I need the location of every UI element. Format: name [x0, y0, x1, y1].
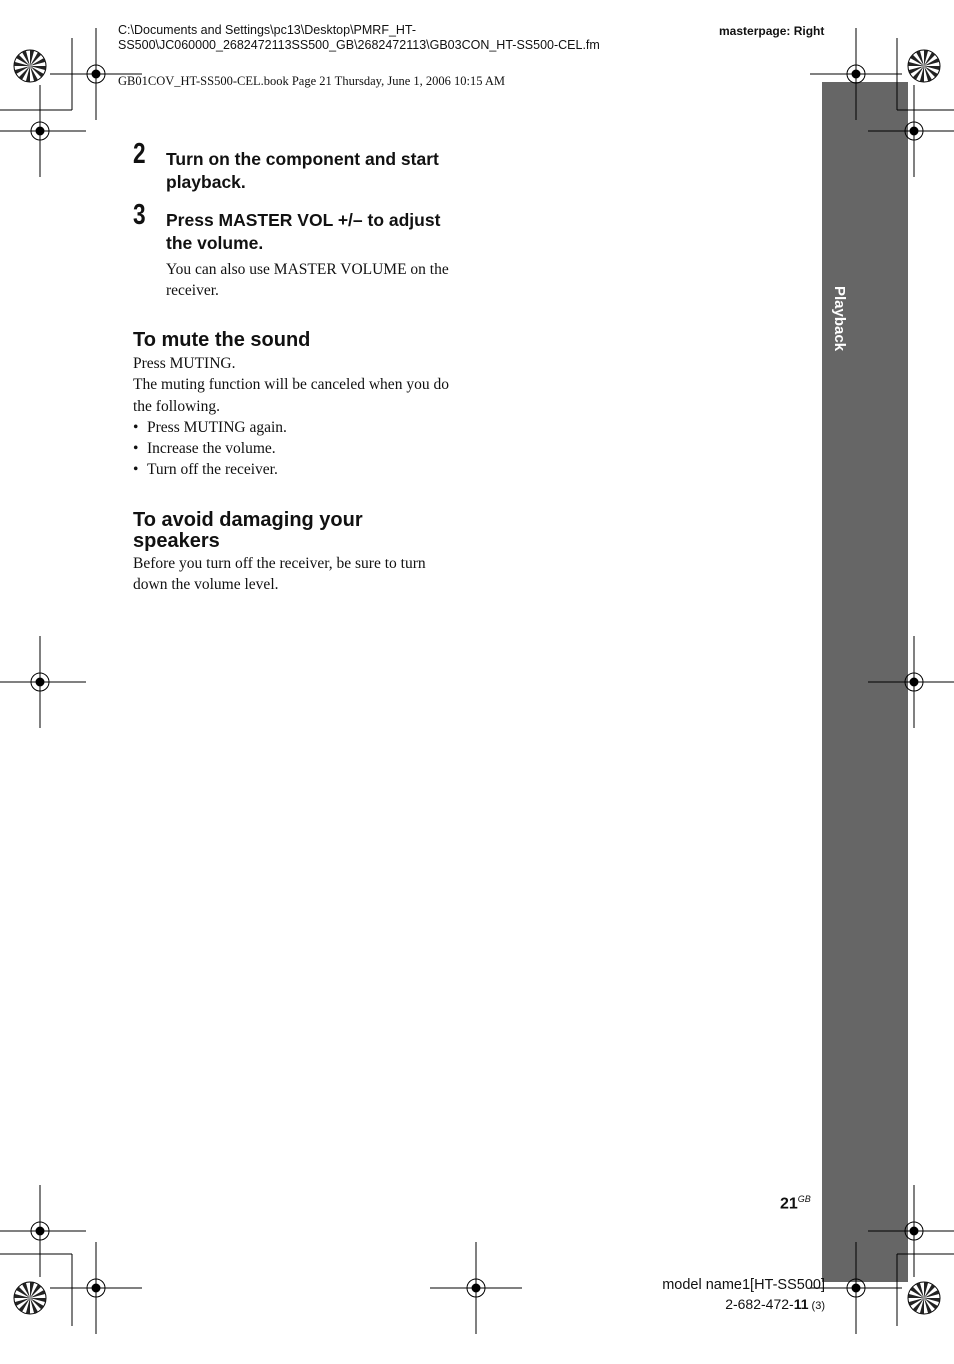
list-item: • Increase the volume.	[133, 438, 453, 459]
registration-crosshair-icon	[810, 1242, 902, 1334]
step-3-title: Press MASTER VOL +/– to adjust the volume.	[166, 210, 441, 253]
avoid-damage-para: Before you turn off the receiver, be sure to turn down the volume level.	[133, 555, 426, 594]
page-number-suffix: GB	[797, 1194, 811, 1204]
avoid-damage-heading: To avoid damaging your speakers	[133, 509, 363, 552]
registration-crosshair-icon	[0, 636, 86, 728]
step-number-3: 3	[133, 199, 146, 231]
registration-star-icon	[908, 1282, 940, 1314]
registration-crosshair-icon	[0, 1185, 86, 1277]
model-name: model name1[HT-SS500]	[662, 1277, 825, 1293]
side-tab-label: Playback	[831, 286, 848, 352]
mute-para-2: The muting function will be canceled when you do the following.	[133, 376, 449, 415]
masterpage-label: masterpage: Right	[719, 24, 825, 38]
page-number-value: 21	[780, 1195, 798, 1213]
list-item: • Press MUTING again.	[133, 417, 453, 438]
registration-star-icon	[14, 1282, 46, 1314]
registration-crosshair-icon	[868, 85, 954, 177]
file-path-line-1: C:\Documents and Settings\pc13\Desktop\PMRF_HT-	[118, 23, 417, 37]
list-item: • Turn off the receiver.	[133, 459, 453, 480]
registration-star-icon	[908, 50, 940, 82]
registration-crosshair-icon	[868, 1185, 954, 1277]
mute-para-1: Press MUTING.	[133, 355, 236, 372]
registration-star-icon	[14, 50, 46, 82]
step-3-note: You can also use MASTER VOLUME on the receiver.	[166, 261, 449, 300]
document-code-prefix: 2-682-472-	[725, 1296, 794, 1312]
registration-crosshair-icon	[0, 85, 86, 177]
document-code-suffix: (3)	[808, 1300, 825, 1312]
registration-crosshair-icon	[430, 1242, 522, 1334]
registration-crosshair-icon	[50, 28, 142, 120]
mute-heading: To mute the sound	[133, 329, 311, 351]
registration-crosshair-icon	[50, 1242, 142, 1334]
step-2-title: Turn on the component and start playback.	[166, 149, 439, 192]
file-path-line-2: SS500\JC060000_2682472113SS500_GB\2682472113\GB03CON_HT-SS500-CEL.fm	[118, 38, 600, 52]
document-code-revision: 11	[793, 1296, 809, 1312]
step-number-2: 2	[133, 138, 146, 170]
registration-crosshair-icon	[810, 28, 902, 120]
book-info-line: GB01COV_HT-SS500-CEL.book Page 21 Thursday, June 1, 2006 10:15 AM	[118, 74, 506, 88]
registration-crosshair-icon	[868, 636, 954, 728]
